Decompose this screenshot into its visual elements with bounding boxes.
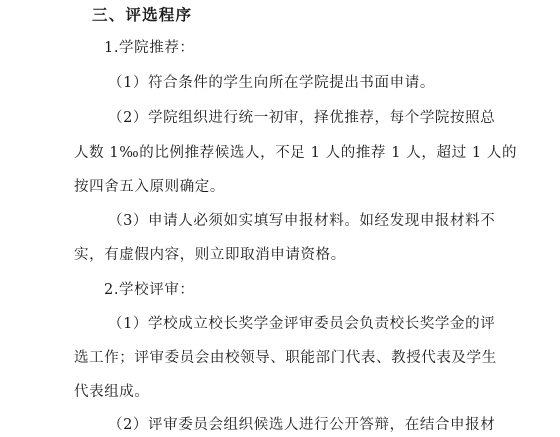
paragraph-line: （1）学校成立校长奖学金评审委员会负责校长奖学金的评 [108, 316, 496, 332]
paragraph-line: 人数 1‰的比例推荐候选人，不足 1 人的推荐 1 人，超过 1 人的 [74, 145, 518, 161]
paragraph-line: （1）符合条件的学生向所在学院提出书面申请。 [108, 75, 435, 91]
paragraph-line: （2）学院组织进行统一初审，择优推荐，每个学院按照总 [108, 110, 496, 126]
paragraph-line: 按四舍五入原则确定。 [74, 179, 225, 195]
paragraph-line: 实，有虚假内容，则立即取消申请资格。 [74, 247, 346, 263]
paragraph-line: （2）评审委员会组织候选人进行公开答辩，在结合申报材 [108, 417, 496, 433]
subsection-heading-school-review: 2.学校评审： [104, 282, 195, 298]
paragraph-line: 代表组成。 [74, 384, 150, 400]
paragraph-line: （3）申请人必须如实填写申报材料。如经发现申报材料不 [108, 213, 496, 229]
section-heading: 三、评选程序 [92, 6, 193, 24]
subsection-heading-college-recommendation: 1.学院推荐： [104, 40, 195, 56]
paragraph-line: 选工作；评审委员会由校领导、职能部门代表、教授代表及学生 [74, 350, 497, 366]
